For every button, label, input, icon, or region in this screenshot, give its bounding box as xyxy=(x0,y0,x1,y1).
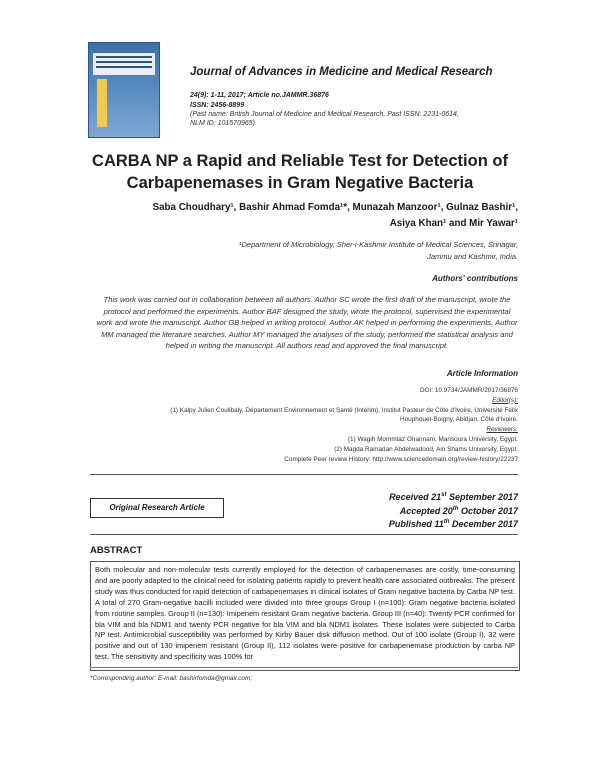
author-line-1: Saba Choudhary¹, Bashir Ahmad Fomda¹*, Munazah Manzoor¹, Gulnaz Bashir¹, xyxy=(152,202,518,213)
affiliation-line-2: Jammu and Kashmir, India. xyxy=(427,251,518,261)
divider xyxy=(90,534,518,535)
published-date: Published 11th December 2017 xyxy=(388,519,518,529)
journal-name: Journal of Advances in Medicine and Medical Research xyxy=(190,66,493,78)
citation: 24(9): 1-11, 2017; Article no.JAMMR.36876 xyxy=(190,92,329,99)
reviewer-1: (1) Wagih Mommtaz Ghannam, Mansoura University, Egypt. xyxy=(347,435,518,443)
nlm-id: NLM ID: 101570965) xyxy=(190,120,255,127)
affiliation xyxy=(120,239,518,262)
publication-dates xyxy=(330,490,518,531)
peer-review-label: Complete Peer review History: xyxy=(284,455,373,463)
journal-cover-image xyxy=(88,42,160,138)
peer-review-history xyxy=(96,455,518,465)
contributions-heading: Authors' contributions xyxy=(432,274,518,283)
author-list xyxy=(84,200,518,232)
article-info xyxy=(96,386,518,464)
received-date: Received 21st September 2017 xyxy=(389,492,518,502)
author-line-2: Asiya Khan¹ and Mir Yawar¹ xyxy=(389,218,518,229)
editor-label: Editor(s): xyxy=(492,396,518,404)
reviewers-label: Reviewers: xyxy=(486,426,518,434)
doi: DOI: 10.9734/JAMMR/2017/36876 xyxy=(419,387,518,394)
editor-line-2: Houphouet-Boigny, Abidjan, Côte d'Ivoire. xyxy=(400,416,518,424)
issn: ISSN: 2456-8899 xyxy=(190,102,245,109)
article-title: CARBA NP a Rapid and Reliable Test for Detection of Carbapenemases in Gram Negative Bacteria xyxy=(92,152,508,192)
accepted-date: Accepted 20th October 2017 xyxy=(399,505,518,516)
divider xyxy=(90,474,518,475)
footnote-divider xyxy=(90,667,518,668)
article-type-badge: Original Research Article xyxy=(90,498,224,518)
editor-line-1: (1) Kalpy Julien Coulibaly, Département Environnement et Santé (Intérim), Institut Pasteur de Côte d'Ivoire, Université Félix xyxy=(170,406,518,414)
cover-title-band xyxy=(93,53,155,75)
corresponding-author: *Corresponding author: E-mail: bashirfomda@gmail.com; xyxy=(90,675,253,682)
cover-stripe xyxy=(97,79,107,127)
contributions-text: This work was carried out in collaboration between all authors. Author SC wrote the first draft of the manuscript, wrote the protocol and performed the experiments. Author BAF designed the study, wrote the protocol, supervised the experimental work and wrote the manuscript. Author GB helped in writing protocol. Author AK helped in performing the experiments. Author MM managed the literature searches. Author MY managed the analyses of the study, performed the statistical analysis and helped in writing the manuscript. All authors read and approved the final manuscript. xyxy=(96,295,518,350)
peer-review-link[interactable]: http://www.sciencedomain.org/review-history/22237 xyxy=(372,455,518,463)
abstract-heading: ABSTRACT xyxy=(90,545,143,556)
affiliation-line-1: ¹Department of Microbiology, Sher-i-Kashmir Institute of Medical Sciences, Srinagar, xyxy=(238,240,518,249)
past-name: (Past name: British Journal of Medicine and Medical Research, Past ISSN: 2231-0614, xyxy=(190,111,459,118)
reviewer-2: (2) Magda Ramadan Abdelwadood, Ain Shams University, Egypt. xyxy=(334,445,518,453)
article-info-heading: Article Information xyxy=(446,369,518,378)
abstract-text: Both molecular and non-molecular tests currently employed for the detection of carbapenemases are costly, time-consuming and are poorly adapted to the clinical need for isolating patients rapidly to prevent health care associated outbreaks. The present study was thus conducted for rapid detection of carbapenemases in clinical isolates of Gram negative bacteria by Carba NP test. A total of 270 Gram-negative bacilli included were divided into three groups Group I (n=100): Gram negative bacteria isolated from routine samples. Group II (n=130): Imipenem resistant Gram negative bacteria. Group III (n=40): Twenty PCR confirmed for bla VIM and bla NDM1 and twenty PCR negative for bla VIM and bla NDM1 isolates. These isolates were subjected to Carba NP test. Antimicrobial susceptibility was performed by Kirby Bauer disk diffusion method. Out of 100 isolate (Group I), 32 were positive and out of 130 imipenem resistant (Group II), 112 isolates were positive for carbapenemase production by carba NP test. The sensitivity and specificity was 100% for xyxy=(90,561,520,671)
